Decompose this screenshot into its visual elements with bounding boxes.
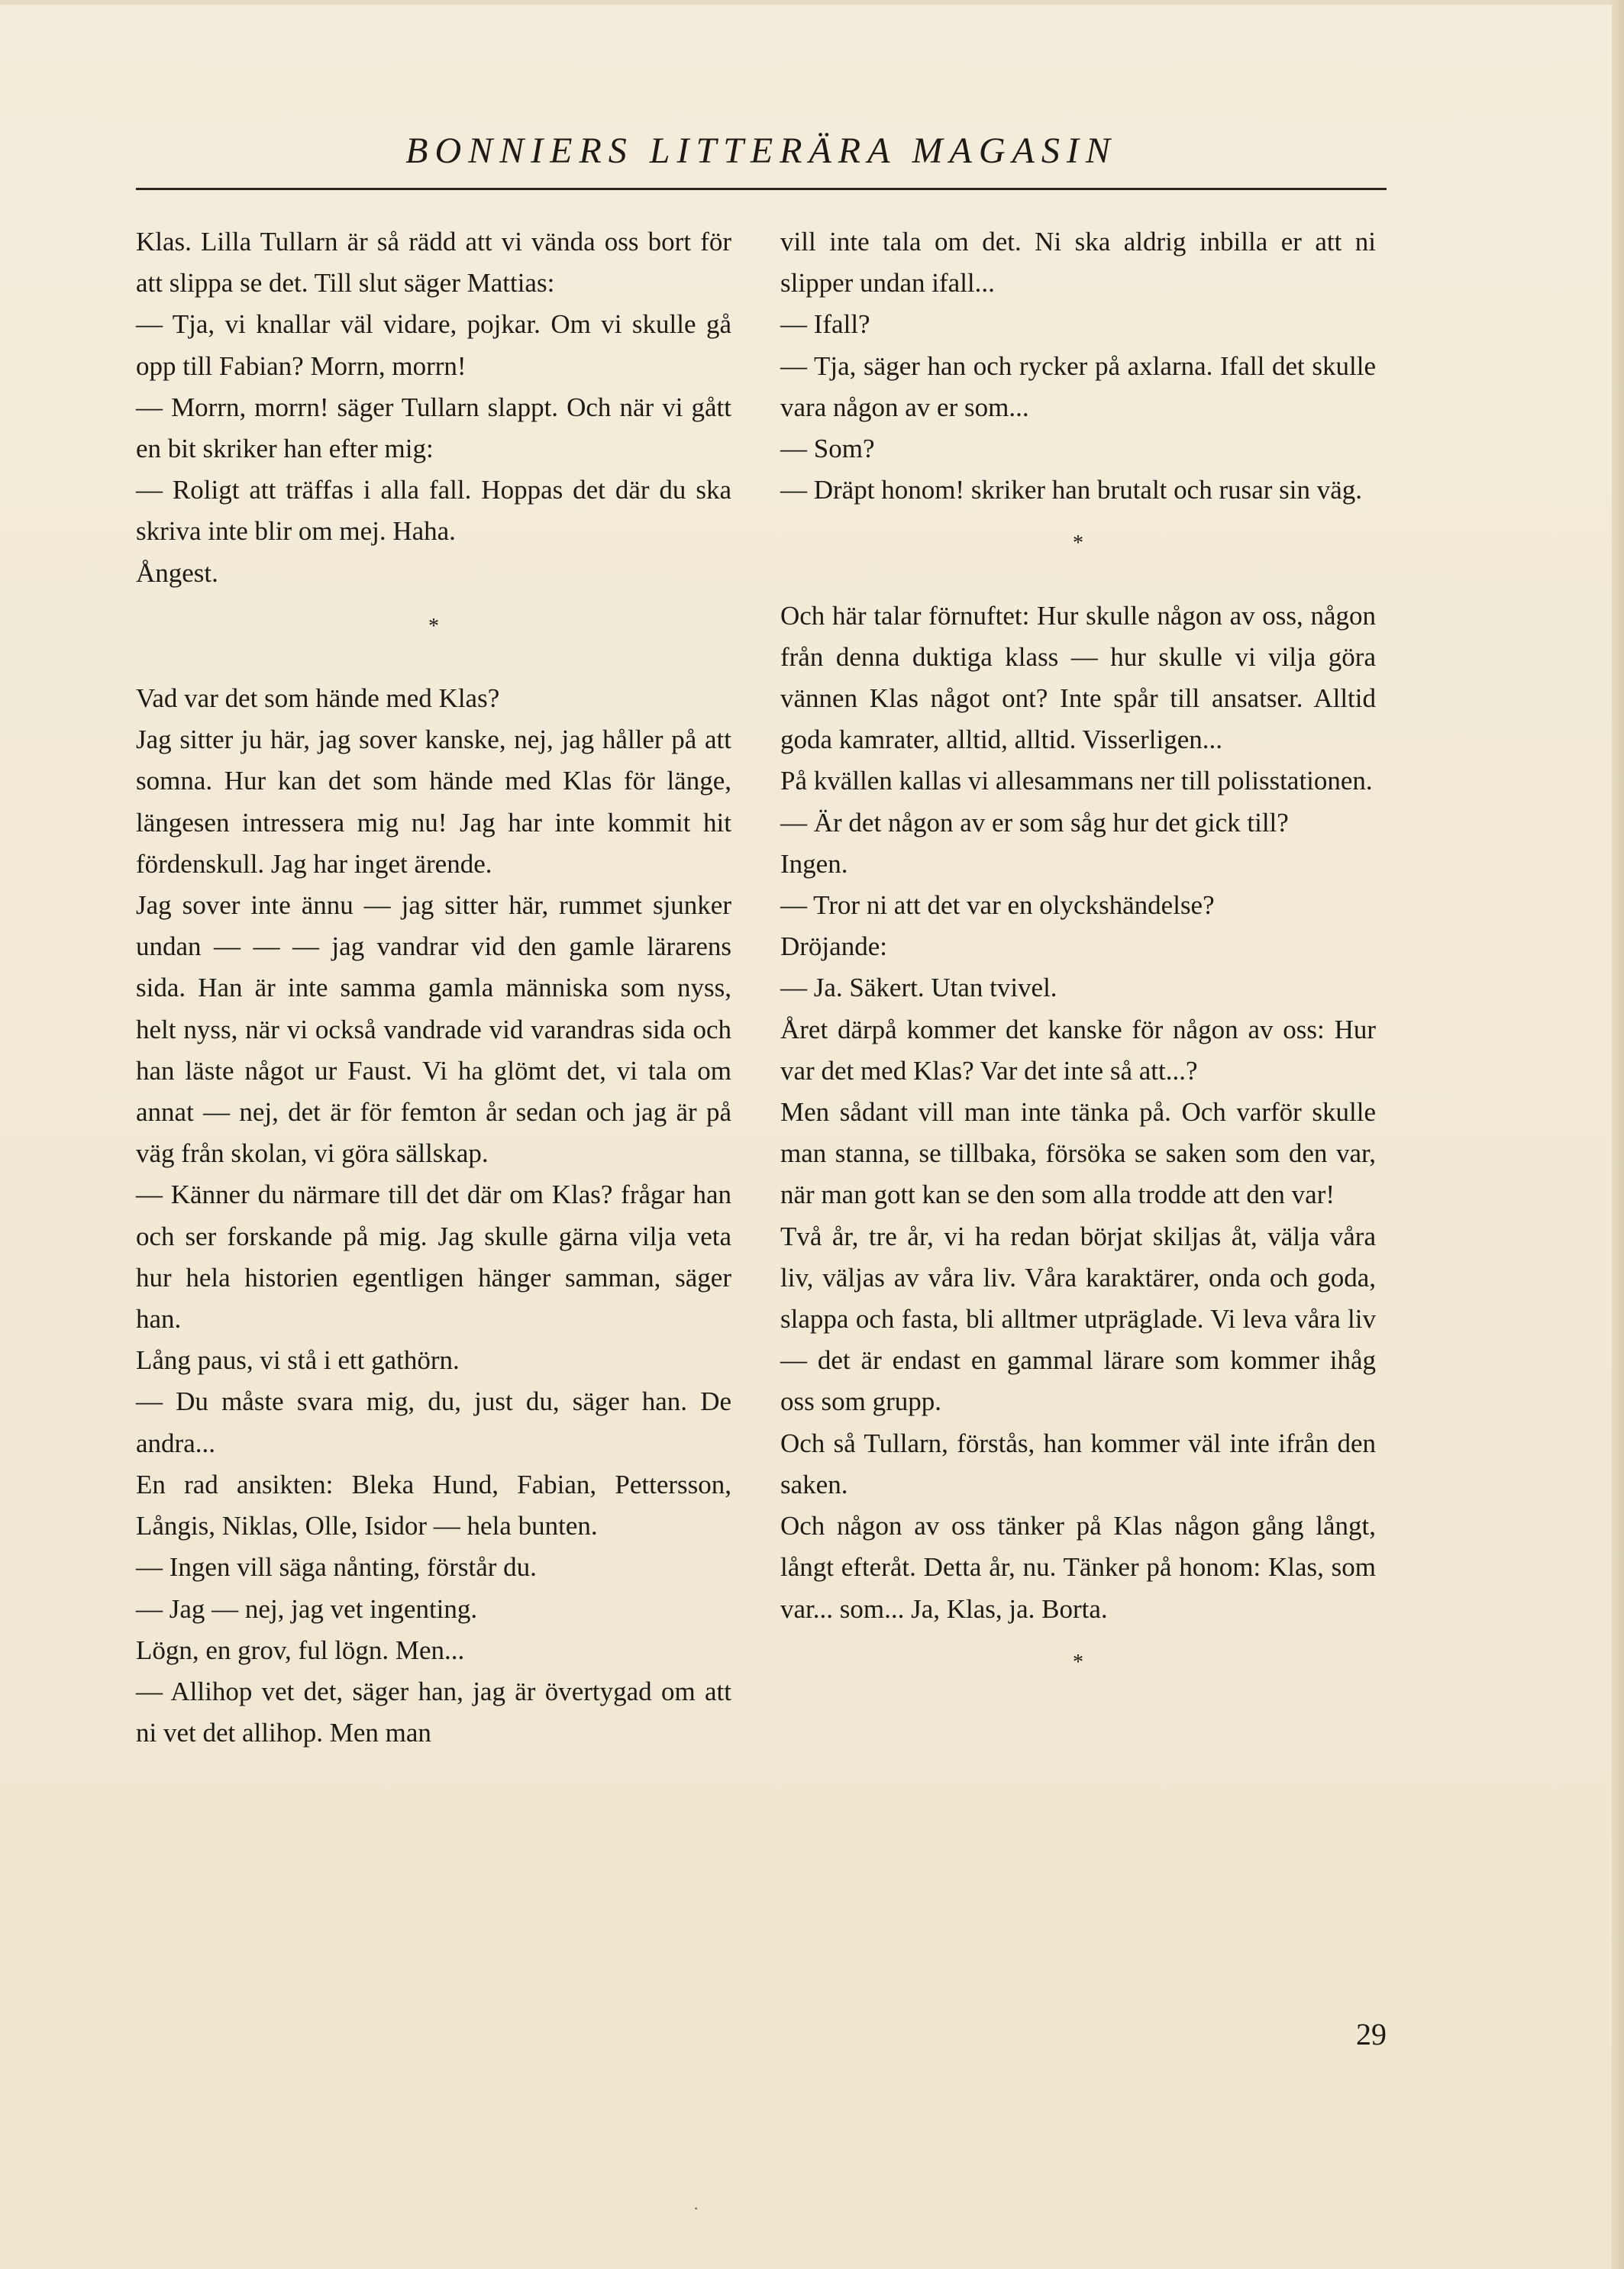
paragraph: Vad var det som hände med Klas? [136, 683, 500, 714]
section-divider: * [1073, 1650, 1083, 1674]
paragraph: — Dräpt honom! skriker han brutalt och rusar sin väg. [780, 475, 1363, 505]
paragraph: Och så Tullarn, förstås, han kommer väl inte ifrån den saken. [780, 1428, 1376, 1499]
paragraph: vill inte tala om det. Ni ska aldrig inbilla er att ni slipper undan ifall... [780, 227, 1376, 299]
paragraph: Ångest. [136, 557, 218, 588]
section-divider: * [1073, 531, 1083, 556]
right-column [780, 221, 1376, 1714]
paragraph: — Tja, säger han och rycker på axlarna. Ifall det skulle vara någon av er som... [780, 350, 1376, 422]
paragraph: — Känner du närmare till det där om Klas? frågar han och ser forskande på mig. Jag skulle gärna vilja veta hur hela historien egentligen hänger samman, säger han. [136, 1180, 731, 1335]
paragraph: — Tja, vi knallar väl vidare, pojkar. Om vi skulle gå opp till Fabian? Morrn, morrn! [136, 309, 731, 381]
paragraph: — Allihop vet det, säger han, jag är övertygad om att ni vet det allihop. Men man [136, 1676, 731, 1748]
paragraph: — Tror ni att det var en olyckshändelse? [780, 890, 1215, 921]
paragraph: — Roligt att träffas i alla fall. Hoppas det där du ska skriva inte blir om mej. Haha. [136, 475, 731, 547]
paragraph: — Du måste svara mig, du, just du, säger han. De andra... [136, 1386, 731, 1458]
paragraph: Året därpå kommer det kanske för någon av oss: Hur var det med Klas? Var det inte så att...? [780, 1014, 1376, 1086]
page-number: 29 [1356, 2017, 1387, 2051]
paragraph: Lögn, en grov, ful lögn. Men... [136, 1635, 465, 1665]
paragraph: Men sådant vill man inte tänka på. Och varför skulle man stanna, se tillbaka, försöka se saken som den var, när man gott kan se den som alla trodde att den var! [780, 1097, 1376, 1210]
paragraph: — Jag — nej, jag vet ingenting. [136, 1593, 478, 1624]
paragraph: Och här talar förnuftet: Hur skulle någon av oss, någon från denna duktiga klass — hur skulle vi vilja göra vännen Klas något ont? Inte spår till ansatser. Alltid goda kamrater, alltid, alltid. Visserligen... [780, 600, 1376, 755]
paragraph: — Är det någon av er som såg hur det gick till? [780, 807, 1289, 838]
paragraph: — Morrn, morrn! säger Tullarn slappt. Och när vi gått en bit skriker han efter mig: [136, 392, 731, 464]
paragraph: På kvällen kallas vi allesammans ner till polisstationen. [780, 766, 1373, 796]
page-right-edge [1612, 0, 1624, 2269]
paragraph: — Ja. Säkert. Utan tvivel. [780, 973, 1057, 1003]
paragraph: Dröjande: [780, 931, 887, 962]
paragraph: Två år, tre år, vi ha redan börjat skiljas åt, välja våra liv, väljas av våra liv. Våra karaktärer, onda och goda, slappa och fasta, bli alltmer utpräglade. Vi leva våra liv — det är endast en gammal lärare som kommer ihåg oss som grupp. [780, 1221, 1376, 1417]
running-head: BONNIERS LITTERÄRA MAGASIN [405, 131, 1117, 171]
paragraph: Klas. Lilla Tullarn är så rädd att vi vända oss bort för att slippa se det. Till slut säger Mattias: [136, 227, 731, 299]
print-mark: · [693, 2199, 699, 2218]
page-top-edge [0, 0, 1624, 5]
paragraph: — Ingen vill säga nånting, förstår du. [136, 1552, 537, 1583]
paragraph: Jag sover inte ännu — jag sitter här, rummet sjunker undan — — — jag vandrar vid den gamle lärarens sida. Han är inte samma gamla människa som nyss, helt nyss, när vi också vandrade vid varandras sida och han läste något ur Faust. Vi ha glömt det, vi tala om annat — nej, det är för femton år sedan och jag är på väg från skolan, vi göra sällskap. [136, 890, 731, 1169]
paragraph: — Ifall? [780, 309, 870, 340]
paragraph: Jag sitter ju här, jag sover kanske, nej, jag håller på att somna. Hur kan det som hände med Klas för länge, längesen intressera mig nu! Jag har inte kommit hit fördenskull. Jag har inget ärende. [136, 725, 731, 879]
section-divider: * [428, 614, 439, 638]
paragraph: Ingen. [780, 848, 848, 879]
header-rule [136, 188, 1387, 190]
paragraph: En rad ansikten: Bleka Hund, Fabian, Pettersson, Långis, Niklas, Olle, Isidor — hela bunten. [136, 1469, 731, 1541]
paragraph: Lång paus, vi stå i ett gathörn. [136, 1345, 460, 1376]
left-column [136, 221, 731, 1754]
paragraph: — Som? [780, 434, 875, 464]
paragraph: Och någon av oss tänker på Klas någon gång långt, långt efteråt. Detta år, nu. Tänker på honom: Klas, som var... som... Ja, Klas, ja. Borta. [780, 1511, 1376, 1624]
